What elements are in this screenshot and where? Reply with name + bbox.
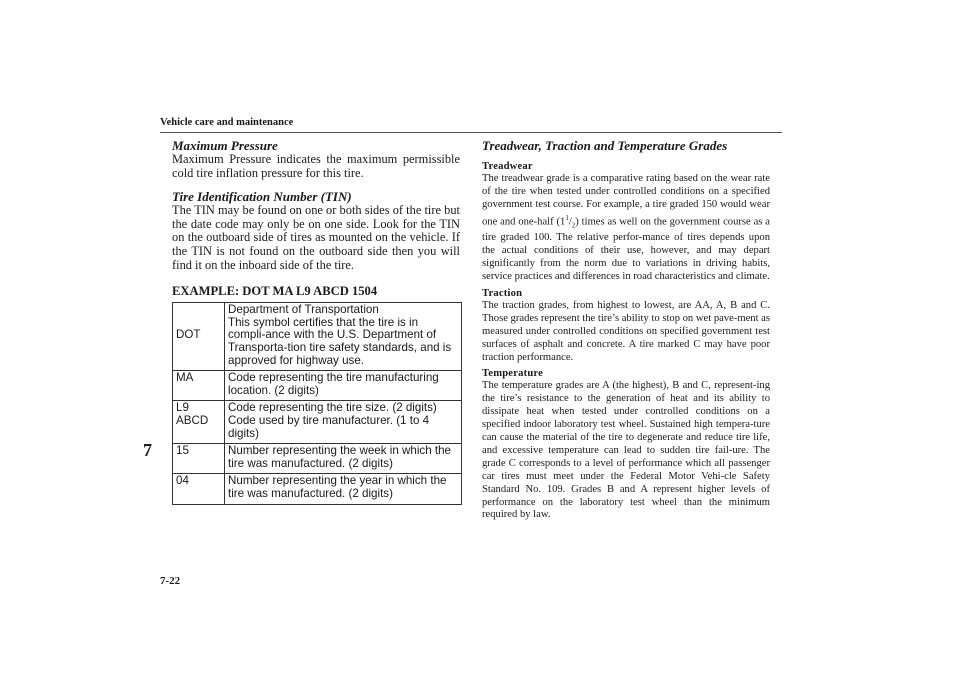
table-row	[173, 303, 462, 371]
tin-table	[172, 302, 462, 505]
desc-cell: Code representing the tire manufacturing location. (2 digits)	[225, 371, 462, 401]
treadwear-body: The treadwear grade is a comparative rating based on the wear rate of the tire when tested under controlled conditions on a specified government test course. For example, a tire graded 150 would wear one and one-half $(1^1/_2)$ times as well on the government course as a tire graded 100. The relative perfor-mance of tires depends upon the actual conditions of their use, however, and may depart significantly from the norm due to variations in driving habits, service practices and differences in road characteristics and climate.	[482, 173, 770, 282]
desc-cell	[225, 401, 462, 444]
code-line: ABCD	[176, 413, 209, 427]
table-row	[173, 444, 462, 474]
section-header: Vehicle care and maintenance	[160, 117, 294, 128]
code-cell: 04	[173, 474, 225, 505]
traction-heading: Traction	[482, 287, 523, 299]
grades-title: Treadwear, Traction and Temperature Grades	[482, 138, 728, 153]
table-row	[173, 474, 462, 505]
desc-text: This symbol certifies that the tire is in compli-ance with the U.S. Department of Transporta-tion tire safety standards, and is approved for highway use.	[228, 315, 452, 367]
desc-title: Department of Transportation	[228, 303, 379, 317]
desc-text: Code used by tire manufacturer. (1 to 4 digits)	[228, 413, 430, 440]
tin-title: Tire Identification Number (TIN)	[172, 189, 352, 205]
header-rule	[160, 132, 782, 133]
page-number: 7-22	[160, 575, 181, 587]
code-cell	[173, 401, 225, 444]
example-title: EXAMPLE: DOT MA L9 ABCD 1504	[172, 284, 378, 299]
chapter-tab: 7	[143, 440, 152, 460]
code-cell: DOT	[173, 303, 225, 371]
temperature-body: The temperature grades are A (the highest), B and C, represent-ing the tire’s resistance to the generation of heat and its ability to dissipate heat when tested under controlled conditions on a specified indoor laboratory test wheel. Sustained high tempera-ture can cause the material of the tire to degenerate and reduce tire life, and excessive temperature can lead to sudden tire fail-ure. The grade C corresponds to a level of performance which all passenger car tires must meet under the Federal Motor Vehi-cle Safety Standard No. 109. Grades B and A represent higher levels of performance on the laboratory test wheel than the minimum required by law.	[482, 380, 770, 521]
left-column	[172, 138, 460, 505]
table-row	[173, 371, 462, 401]
desc-cell: Number representing the year in which the tire was manufactured. (2 digits)	[225, 474, 462, 505]
traction-body: The traction grades, from highest to lowest, are AA, A, B and C. Those grades represent the tire’s ability to stop on wet pave-ment as measured under controlled conditions on specified government test surfaces of asphalt and concrete. A tire marked C may have poor traction performance.	[482, 299, 771, 363]
code-cell: MA	[173, 371, 225, 401]
max-pressure-title: Maximum Pressure	[172, 138, 278, 153]
table-row	[173, 401, 462, 444]
desc-text: Code representing the tire size. (2 digits)	[228, 401, 437, 415]
code-line: L9	[176, 401, 189, 415]
treadwear-heading: Treadwear	[482, 161, 533, 172]
desc-cell	[225, 303, 462, 371]
max-pressure-body: Maximum Pressure indicates the maximum permissible cold tire inflation pressure for this tire.	[172, 152, 460, 180]
tin-body: The TIN may be found on one or both sides of the tire but the date code may only be on one side. Look for the TIN on the outboard side of tires as mounted on the vehicle. If the TIN is not found on the outboard side then you will find it on the inboard side of the tire.	[172, 203, 460, 272]
desc-cell: Number representing the week in which the tire was manufactured. (2 digits)	[225, 444, 462, 474]
temperature-heading: Temperature	[482, 368, 544, 380]
code-cell: 15	[173, 444, 225, 474]
right-column	[482, 138, 770, 522]
